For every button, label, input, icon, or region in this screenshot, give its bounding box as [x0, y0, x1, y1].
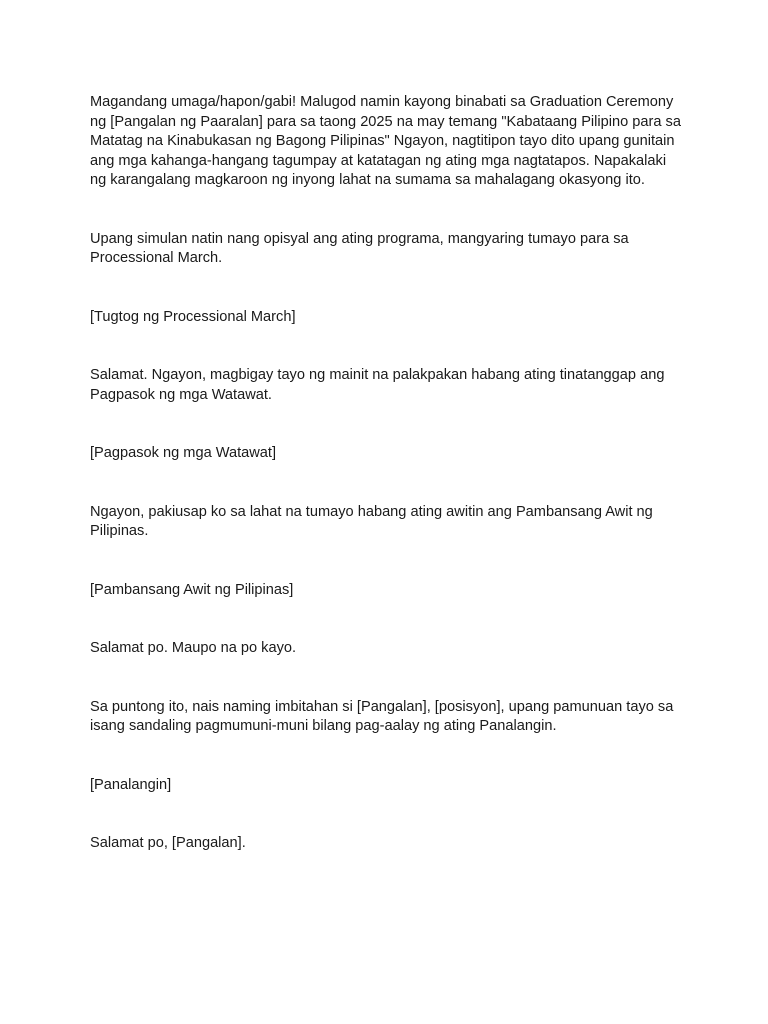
paragraph-thanks: Salamat po, [Pangalan].: [90, 835, 246, 851]
paragraph-flags-cue: [Pagpasok ng mga Watawat]: [90, 445, 277, 461]
paragraph-anthem-cue: [Pambansang Awit ng Pilipinas]: [90, 581, 294, 598]
paragraph-processional-cue: [Tugtog ng Processional March]: [90, 308, 296, 325]
paragraph-flags-intro: Salamat. Ngayon, magbigay tayo ng mainit na palakpakan habang ating tinatanggap ang Pagpasok ng mga Watawat.: [90, 367, 665, 403]
document-body: [90, 93, 686, 893]
paragraph-prayer-intro: Sa puntong ito, nais naming imbitahan si [Pangalan], [posisyon], upang pamunuan tayo sa isang sandaling pagmumuni-muni bilang pag-aalay ng ating Panalangin.: [90, 698, 674, 734]
paragraph-welcome: Magandang umaga/hapon/gabi! Malugod namin kayong binabati sa Graduation Ceremony ng [Pangalan ng Paaralan] para sa taong 2025 na may temang "Kabataang Pilipino para sa Matatag na Kinabukasan ng Bagong Pilipinas" Ngayon, nagtitipon tayo dito upang gunitain ang mga kahanga-hangang tagumpay at katatagan ng ating mga nagtatapos. Napakalaki ng karangalang magkaroon ng inyong lahat na sumama sa mahalagang okasyong ito.: [90, 94, 681, 188]
paragraph-processional-intro: Upang simulan natin nang opisyal ang ating programa, mangyaring tumayo para sa Processional March.: [90, 230, 629, 266]
paragraph-anthem-intro: Ngayon, pakiusap ko sa lahat na tumayo habang ating awitin ang Pambansang Awit ng Pilipinas.: [90, 503, 653, 539]
paragraph-prayer-cue: [Panalangin]: [90, 776, 172, 793]
paragraph-be-seated: Salamat po. Maupo na po kayo.: [90, 640, 297, 656]
